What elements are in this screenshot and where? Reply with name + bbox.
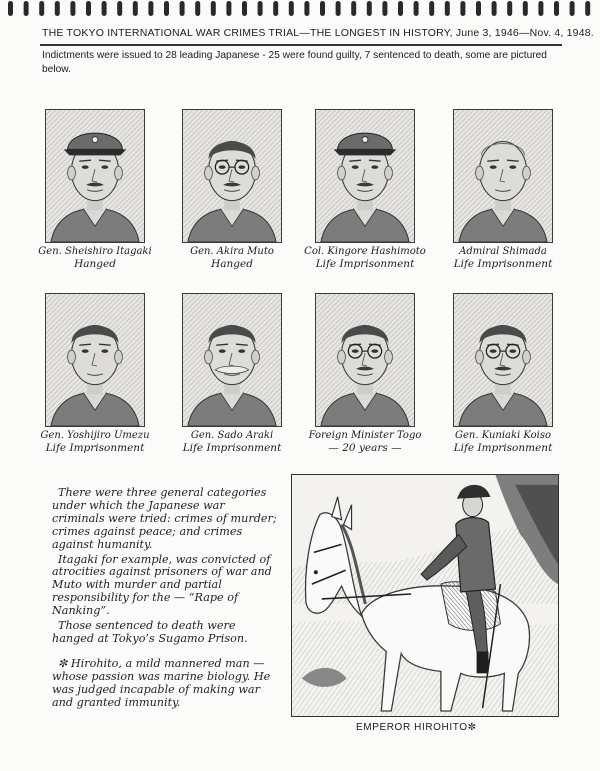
- binding-ring: [460, 1, 465, 16]
- binding-ring: [70, 1, 75, 16]
- glasses-portrait: [316, 294, 414, 426]
- portrait-name: Gen. Akira Muto: [190, 246, 274, 257]
- story-paragraph: There were three general categories under which the Japanese war criminals were tried: crimes of murder; crimes against peace; and crimes against humanity.: [52, 486, 277, 551]
- binding-ring: [538, 1, 543, 16]
- portrait-itagaki: [45, 109, 145, 243]
- binding-ring: [8, 1, 13, 16]
- binding-ring: [476, 1, 481, 16]
- emperor-caption: EMPEROR HIROHITO✼: [356, 722, 477, 733]
- portrait-name: Gen. Sado Araki: [190, 430, 274, 441]
- binding-ring: [55, 1, 60, 16]
- portrait-name: Admiral Shimada: [459, 246, 547, 257]
- binding-ring: [304, 1, 309, 16]
- glasses-portrait: [183, 110, 281, 242]
- binding-ring: [164, 1, 169, 16]
- binding-ring: [367, 1, 372, 16]
- portrait-name: Gen. Kuniaki Koiso: [454, 430, 551, 441]
- uniform-portrait: [46, 294, 144, 426]
- binding-ring: [258, 1, 263, 16]
- story-text: [52, 487, 280, 712]
- binding-ring: [195, 1, 200, 16]
- binding-ring: [554, 1, 559, 16]
- portrait-verdict: Hanged: [211, 258, 253, 270]
- portrait-koiso: [453, 293, 553, 427]
- caption-itagaki: [25, 246, 165, 270]
- caption-hashimoto: [295, 246, 435, 270]
- binding-ring: [414, 1, 419, 16]
- binding-ring: [429, 1, 434, 16]
- binding-ring: [24, 1, 29, 16]
- binding-ring: [180, 1, 185, 16]
- portrait-shimada: [453, 109, 553, 243]
- binding-ring: [320, 1, 325, 16]
- portrait-togo: [315, 293, 415, 427]
- portrait-verdict: — 20 years —: [328, 442, 402, 454]
- binding-ring: [336, 1, 341, 16]
- portrait-verdict: Hanged: [74, 258, 116, 270]
- portrait-verdict: Life Imprisonment: [182, 442, 282, 454]
- caption-umezu: [25, 430, 165, 454]
- portrait-muto: [182, 109, 282, 243]
- hirohito-note: ✼ Hirohito, a mild mannered man — whose passion was marine biology. He was judged incapable of making war and granted immunity.: [52, 656, 271, 709]
- portrait-umezu: [45, 293, 145, 427]
- binding-ring: [102, 1, 107, 16]
- glasses-portrait: [454, 294, 552, 426]
- bald-portrait: [454, 110, 552, 242]
- binding-ring: [273, 1, 278, 16]
- caption-araki: [162, 430, 302, 454]
- caption-muto: [162, 246, 302, 270]
- binding-ring: [39, 1, 44, 16]
- caption-koiso: [433, 430, 573, 454]
- binding-ring: [445, 1, 450, 16]
- portrait-name: Gen. Yoshijiro Umezu: [40, 430, 150, 441]
- spiral-binding: [0, 0, 600, 22]
- title-rule: [40, 44, 562, 46]
- binding-ring: [351, 1, 356, 16]
- binding-ring: [570, 1, 575, 16]
- portrait-verdict: Life Imprisonment: [315, 258, 415, 270]
- portrait-verdict: Life Imprisonment: [453, 258, 553, 270]
- binding-ring: [398, 1, 403, 16]
- portrait-verdict: Life Imprisonment: [45, 442, 145, 454]
- story-paragraph: Those sentenced to death were hanged at Tokyo’s Sugamo Prison.: [52, 619, 248, 645]
- military-cap-portrait: [316, 110, 414, 242]
- mustache-portrait: [183, 294, 281, 426]
- binding-ring: [507, 1, 512, 16]
- caption-togo: [295, 430, 435, 454]
- binding-ring: [133, 1, 138, 16]
- binding-ring: [117, 1, 122, 16]
- military-cap-portrait: [46, 110, 144, 242]
- portrait-name: Gen. Sheishiro Itagaki: [38, 246, 152, 257]
- page-title: THE TOKYO INTERNATIONAL WAR CRIMES TRIAL—THE LONGEST IN HISTORY, June 3, 1946—Nov. 4, 1948.: [42, 27, 594, 39]
- binding-ring: [226, 1, 231, 16]
- binding-ring: [492, 1, 497, 16]
- story-paragraph: Itagaki for example, was convicted of atrocities against prisoners of war and Muto with murder and partial responsibility for the — “Rape of Nanking”.: [52, 552, 272, 618]
- binding-ring: [242, 1, 247, 16]
- portrait-name: Col. Kingore Hashimoto: [304, 246, 426, 257]
- binding-ring: [289, 1, 294, 16]
- portrait-araki: [182, 293, 282, 427]
- caption-shimada: [433, 246, 573, 270]
- portrait-hashimoto: [315, 109, 415, 243]
- binding-ring: [211, 1, 216, 16]
- portrait-verdict: Life Imprisonment: [453, 442, 553, 454]
- emperor-on-white-horse-drawing: [291, 474, 559, 717]
- binding-ring: [523, 1, 528, 16]
- binding-ring: [585, 1, 590, 16]
- binding-ring: [86, 1, 91, 16]
- binding-ring: [382, 1, 387, 16]
- portrait-name: Foreign Minister Togo: [308, 430, 422, 441]
- intro-text: Indictments were issued to 28 leading Japanese - 25 were found guilty, 7 sentenced to death, some are pictured below.: [42, 50, 547, 75]
- binding-ring: [148, 1, 153, 16]
